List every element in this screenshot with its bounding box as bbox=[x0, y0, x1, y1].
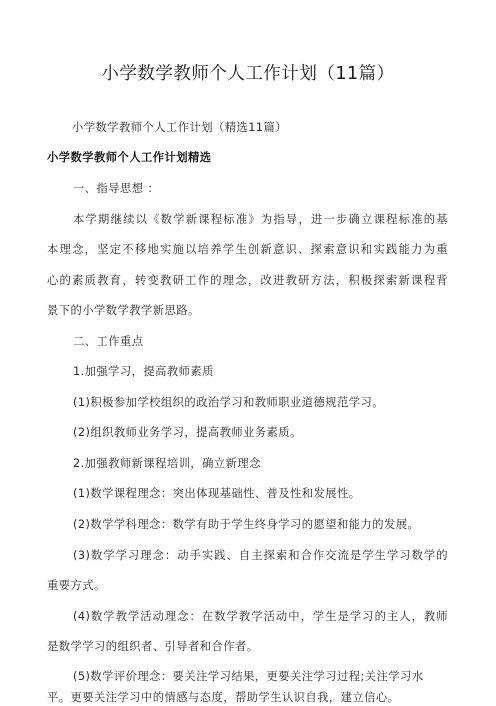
document-subtitle: 小学数学教师个人工作计划（精选11篇） bbox=[72, 121, 287, 134]
paragraph-line: 本学期继续以《数学新课程标准》为指导，进一步确立课程标准的基 bbox=[73, 213, 448, 226]
document-title: 小学数学教师个人工作计划（11篇） bbox=[101, 64, 395, 84]
list-item: (3)数学学习理念：动手实践、自主探索和合作交流是学生学习数学的 bbox=[73, 549, 448, 562]
list-item: (1)数学课程理念：突出体现基础性、普及性和发展性。 bbox=[73, 487, 361, 500]
list-item-continuation: 重要方式。 bbox=[47, 579, 106, 592]
heading-guiding-principle: 一、指导思想 ： bbox=[73, 182, 160, 195]
list-item-continuation: 平。更要关注学习中的情感与态度，帮助学生认识自我，建立信心。 bbox=[47, 691, 400, 704]
list-item: (2)组织教师业务学习，提高教师业务素质。 bbox=[73, 426, 302, 439]
list-item: (1)积极参加学校组织的政治学习和教师职业道德规范学习。 bbox=[73, 396, 385, 409]
paragraph-line: 本理念，坚定不移地实施以培养学生创新意识、探索意识和实践能力为重 bbox=[47, 243, 448, 256]
list-item: (5)数学评价理念：要关注学习结果，更要关注学习过程;关注学习水 bbox=[73, 670, 424, 683]
list-item: 2.加强教师新课程培训，确立新理念 bbox=[73, 457, 261, 470]
list-item-continuation: 是数学学习的组织者、引导者和合作者。 bbox=[47, 640, 259, 653]
list-item: 1.加强学习，提高教师素质 bbox=[73, 365, 214, 378]
list-item: (2)数学学科理念：数学有助于学生终身学习的愿望和能力的发展。 bbox=[73, 518, 420, 531]
heading-work-focus: 二、工作重点 bbox=[73, 335, 144, 348]
paragraph-line: 景下的小学数学教学新思路。 bbox=[47, 304, 200, 317]
section-heading: 小学数学教师个人工作计划精选 bbox=[47, 151, 212, 164]
paragraph-line: 心的素质教育，转变教研工作的理念，改进教研方法，积极探索新课程背 bbox=[47, 274, 448, 287]
list-item: (4)数学教学活动理念：在数学教学活动中，学生是学习的主人，教师 bbox=[73, 610, 448, 623]
